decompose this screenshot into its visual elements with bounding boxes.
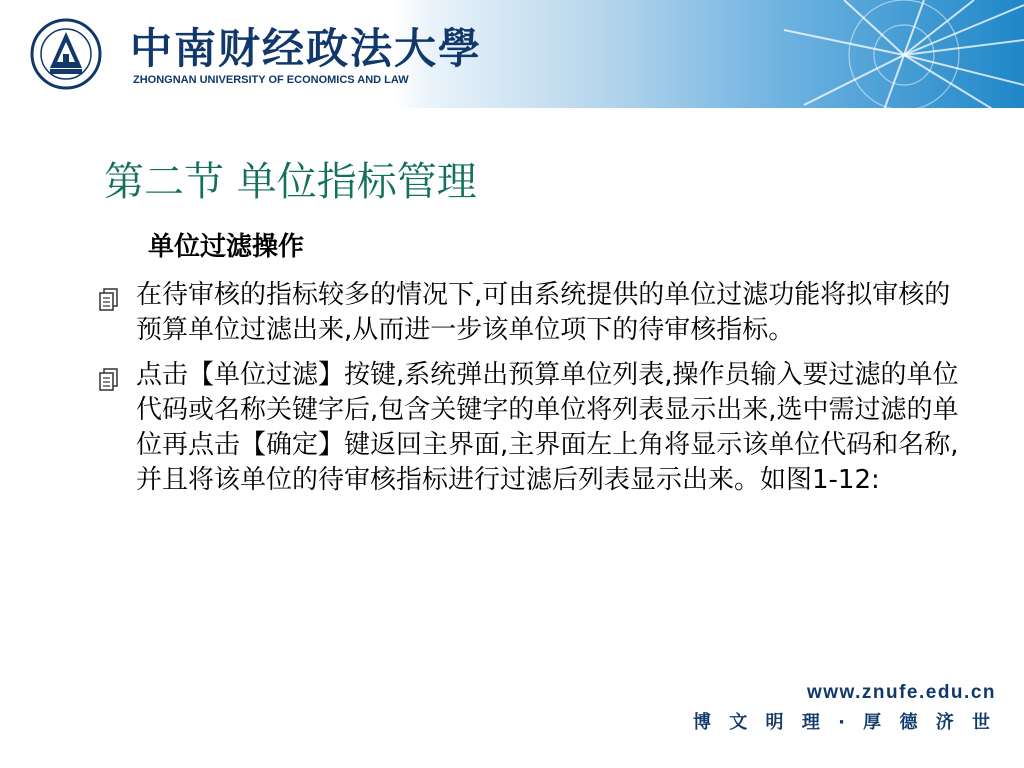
- bullet-text: 在待审核的指标较多的情况下,可由系统提供的单位过滤功能将拟审核的预算单位过滤出来,从而进一步该单位项下的待审核指标。: [136, 280, 951, 345]
- bullet-text: 点击【单位过滤】按键,系统弹出预算单位列表,操作员输入要过滤的单位代码或名称关键字后,包含关键字的单位将列表显示出来,选中需过滤的单位再点击【确定】键返回主界面,主界面左上角将显示该单位代码和名称,并且将该单位的待审核指标进行过滤后列表显示出来。如图1-12:: [136, 360, 959, 495]
- slide-subtitle: 单位过滤操作: [148, 232, 305, 262]
- university-name-chinese: 中南财经政法大學: [130, 24, 483, 73]
- footer-website-url: www.znufe.edu.cn: [806, 682, 996, 703]
- university-seal-icon: [30, 18, 102, 90]
- bullet-item: [96, 278, 976, 348]
- bullet-item: [96, 358, 976, 498]
- starburst-decoration-icon: [724, 0, 1024, 110]
- document-pages-icon: [98, 287, 122, 311]
- document-pages-icon: [98, 367, 122, 391]
- bullet-list: [96, 278, 976, 508]
- footer-motto: 博 文 明 理 · 厚 德 济 世: [693, 712, 996, 733]
- university-name-english: ZHONGNAN UNIVERSITY OF ECONOMICS AND LAW: [133, 74, 409, 86]
- slide-title: 第二节 单位指标管理: [104, 159, 477, 205]
